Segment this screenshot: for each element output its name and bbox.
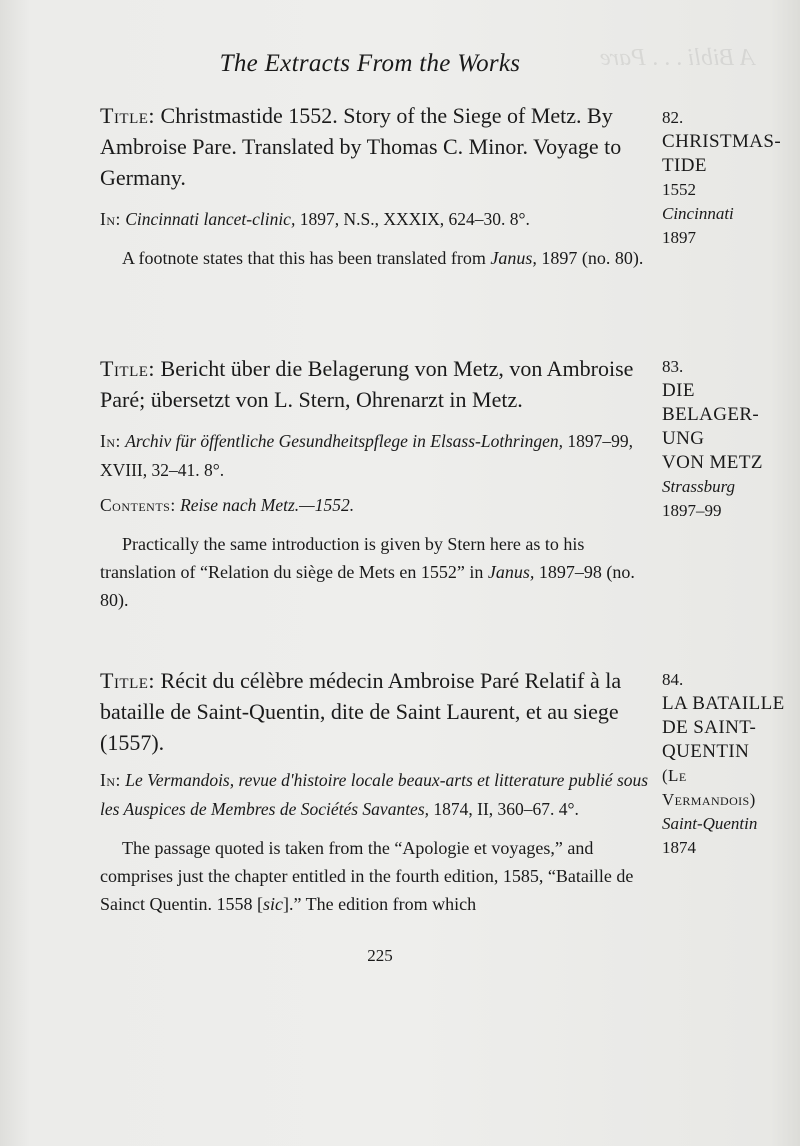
entry-source [100,766,650,824]
entry-83 [100,353,650,614]
entry-title [100,100,650,193]
show-through: A Bibli . . . Pare [600,45,755,71]
entry-contents [100,491,650,520]
note-end: ].” The edition from which [282,894,477,914]
in-label: In: [100,770,121,790]
margin-84 [662,668,797,860]
margin-caption: LA BATAILLE [662,693,785,714]
margin-caption: UNG [662,428,705,449]
margin-caption: TIDE [662,155,707,176]
title-text: Bericht über die Belagerung von Metz, von Ambroise Paré; übersetzt von L. Stern, Ohrenarzt in Metz. [100,356,634,412]
title-label: Title: [100,356,156,381]
note-italic: Janus, [487,562,535,582]
note-end: 1897 (no. 80). [536,248,644,268]
entry-number: 84. [662,670,684,689]
note-italic: Janus, [490,248,537,268]
entry-title [100,353,650,415]
in-label: In: [100,209,121,229]
source-details: 1897, N.S., XXXIX, 624–30. 8°. [295,209,530,229]
margin-82 [662,106,797,250]
margin-caption: CHRISTMAS- [662,131,782,152]
in-label: In: [100,431,121,451]
note-end: 1897–98 (no. 80). [100,562,635,610]
title-label: Title: [100,103,156,128]
entry-82 [100,100,650,272]
entry-source [100,427,650,485]
margin-caption: 1552 [662,180,696,199]
margin-caption: QUENTIN [662,741,750,762]
margin-place: Cincinnati [662,204,734,223]
entry-source [100,205,650,234]
title-text: Christmastide 1552. Story of the Siege of Metz. By Ambroise Pare. Translated by Thomas C. Minor. Voyage to Germany. [100,103,622,190]
note-text: A footnote states that this has been translated from [122,248,491,268]
page-number: 225 [367,946,393,965]
entry-number: 82. [662,108,684,127]
margin-caption: DIE BELAGER- [662,380,760,425]
note-italic: sic [262,894,283,914]
margin-caption: Vermandois) [662,790,756,809]
source-journal: Cincinnati lancet-clinic, [125,209,296,229]
margin-caption: DE SAINT- [662,717,757,738]
margin-year: 1897–99 [662,501,722,520]
entry-84 [100,665,650,918]
entry-note [100,834,650,918]
note-text: Practically the same introduction is given by Stern here as to his translation of “Relation du siège de Mets en 1552” in [100,534,585,582]
title-label: Title: [100,668,156,693]
margin-year: 1897 [662,228,696,247]
margin-83 [662,355,797,523]
entry-title [100,665,650,758]
source-details: 1874, II, 360–67. 4°. [429,799,579,819]
entry-note [100,244,650,272]
title-text: Récit du célèbre médecin Ambroise Paré Relatif à la bataille de Saint-Quentin, dite de Saint Laurent, et au siege (1557). [100,668,622,755]
source-journal: Archiv für öffentliche Gesundheitspflege in Elsass-Lothringen, [125,431,563,451]
entry-note [100,530,650,614]
source-journal: Le Vermandois, revue d'histoire locale beaux-arts et litterature publié sous les Auspices de Membres de Sociétés Savantes, [100,770,649,819]
margin-caption: (Le [662,766,687,785]
contents-label: Contents: [100,495,176,515]
entry-number: 83. [662,357,684,376]
margin-caption: VON METZ [662,452,763,473]
running-head: The Extracts From the Works [219,50,521,77]
note-text: The passage quoted is taken from the “Apologie et voyages,” and comprises just the chapter entitled in the fourth edition, 1585, “Bataille de Sainct Quentin. 1558 [ [100,838,634,914]
margin-place: Strassburg [662,477,736,496]
margin-place: Saint-Quentin [662,814,758,833]
contents-text: Reise nach Metz.—1552. [180,495,355,515]
source-details: 1897–99, XVIII, 32–41. 8°. [100,431,633,480]
margin-year: 1874 [662,838,696,857]
